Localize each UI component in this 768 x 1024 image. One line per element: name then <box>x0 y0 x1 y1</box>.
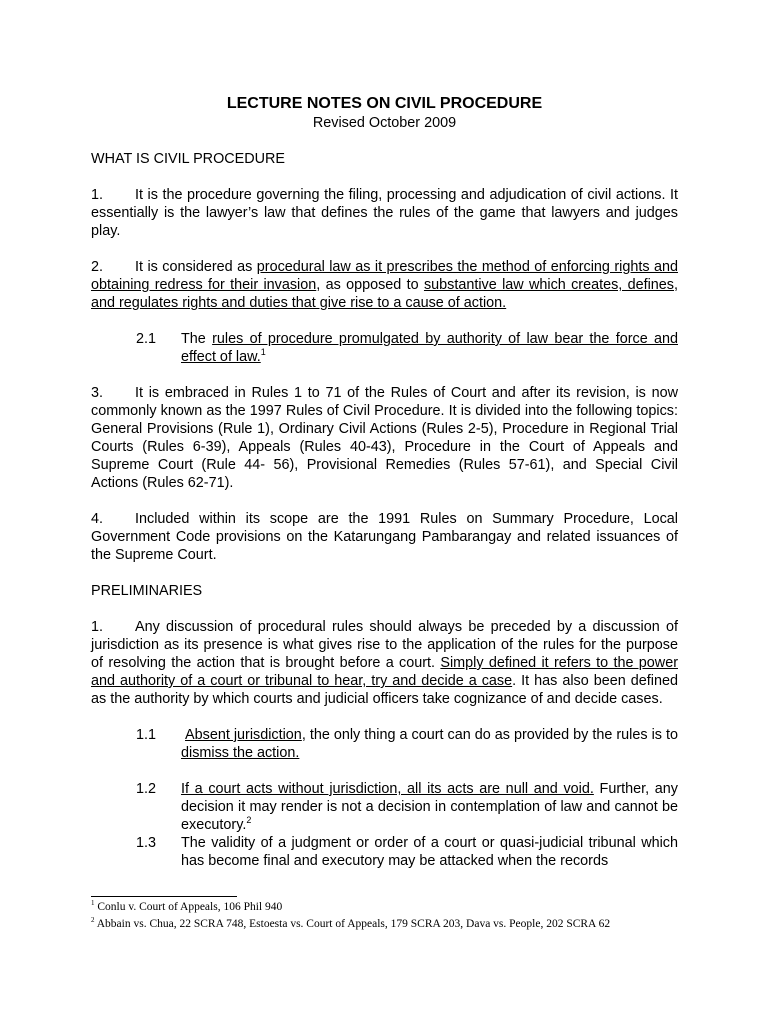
subparagraph-number: 1.3 <box>136 835 157 851</box>
underlined-text: If a court acts without jurisdiction, all its acts are null and void. <box>181 781 594 797</box>
paragraph-text: Further, any decision it may render is not a decision in contemplation of law and cannot be executory. <box>181 781 678 833</box>
footnote-text: Conlu v. Court of Appeals, 106 Phil 940 <box>94 901 283 913</box>
paragraph-3 <box>91 384 678 492</box>
document-title: LECTURE NOTES ON CIVIL PROCEDURE <box>226 95 543 112</box>
underlined-text: dismiss the action. <box>181 745 300 761</box>
paragraph-2 <box>91 258 678 312</box>
paragraph-text: , the only thing a court can do as provided by the rules is to <box>301 727 678 743</box>
subparagraph-text <box>181 780 678 834</box>
paragraph-number: 4. <box>91 511 104 527</box>
underlined-text: Absent jurisdiction <box>185 727 302 743</box>
document-subtitle: Revised October 2009 <box>312 115 457 131</box>
underlined-text: Simply defined it refers to the power and authority of a court or tribunal to hear, try and decide a case <box>91 655 678 689</box>
paragraph-1 <box>91 186 678 240</box>
paragraph-4 <box>91 510 678 564</box>
footnote-text: Abbain vs. Chua, 22 SCRA 748, Estoesta vs. Court of Appeals, 179 SCRA 203, Dava vs. People, 202 SCRA 62 <box>94 918 611 930</box>
underlined-text: rules of procedure promulgated by authority of law bear the force and effect of law. <box>181 331 678 365</box>
section-heading-civil-procedure: WHAT IS CIVIL PROCEDURE <box>91 151 286 167</box>
subparagraph-number: 2.1 <box>136 331 157 347</box>
subparagraph-number: 1.2 <box>136 781 157 797</box>
subparagraph-1-1 <box>91 726 678 762</box>
paragraph-text: It is embraced in Rules 1 to 71 of the Rules of Court and after its revision, is now commonly known as the 1997 Rules of Civil Procedure. It is divided into the following topics: General Provisions (Rule 1), Ordinary Civil Actions (Rules 2-5), Procedure in Regional Trial Courts (Rules 6-39), Appeals (Rules 40-43), Procedure in the Court of Appeals and Supreme Court (Rule 44- 56), Provisional Remedies (Rules 57-61), and Special Civil Actions (Rules 62-71). <box>91 385 678 491</box>
subparagraph-text: The validity of a judgment or order of a court or quasi-judicial tribunal which has become final and executory may be attacked when the records <box>181 835 678 869</box>
footnote-divider <box>91 896 237 897</box>
footnote-2 <box>91 916 711 933</box>
subparagraph-1-2 <box>91 780 678 834</box>
paragraph-text: The <box>181 331 213 347</box>
paragraph-text: . It has also been defined as the authority by which courts and judicial officers take cognizance of and decide cases. <box>91 673 678 707</box>
footnote-number: 2 <box>91 916 95 925</box>
footnote-ref[interactable]: 2 <box>246 815 252 826</box>
subparagraph-number: 1.1 <box>136 727 157 743</box>
underlined-text: substantive law which creates, defines, and regulates rights and duties that give rise to a cause of action. <box>91 277 678 311</box>
document-body <box>91 94 678 870</box>
section-heading-preliminaries: PRELIMINARIES <box>91 583 203 599</box>
preliminaries-paragraph-1 <box>91 618 678 708</box>
footnotes <box>91 899 711 933</box>
subparagraph-text <box>181 726 678 762</box>
paragraph-text: Any discussion of procedural rules should always be preceded by a discussion of jurisdiction as its presence is what gives rise to the application of the rules for the purpose of resolving the action that is brought before a court. <box>91 619 678 671</box>
subparagraph-text <box>181 330 678 366</box>
underlined-text: procedural law as it prescribes the method of enforcing rights and obtaining redress for their invasion <box>91 259 678 293</box>
footnote-ref[interactable]: 1 <box>260 347 266 358</box>
paragraph-number: 1. <box>91 619 104 635</box>
subparagraph-2-1 <box>91 330 678 366</box>
paragraph-number: 3. <box>91 385 104 401</box>
subparagraph-1-3 <box>91 834 678 870</box>
footnote-1 <box>91 899 711 916</box>
paragraph-text: , as opposed to <box>316 277 424 293</box>
paragraph-text: It is considered as <box>135 259 257 275</box>
paragraph-number: 2. <box>91 259 104 275</box>
footnote-number: 1 <box>91 899 95 908</box>
paragraph-text: It is the procedure governing the filing, processing and adjudication of civil actions. It essentially is the lawyer’s law that defines the rules of the game that lawyers and judges play. <box>91 187 678 239</box>
paragraph-number: 1. <box>91 187 104 203</box>
paragraph-text: Included within its scope are the 1991 Rules on Summary Procedure, Local Government Code provisions on the Katarungang Pambarangay and related issuances of the Supreme Court. <box>91 511 678 563</box>
